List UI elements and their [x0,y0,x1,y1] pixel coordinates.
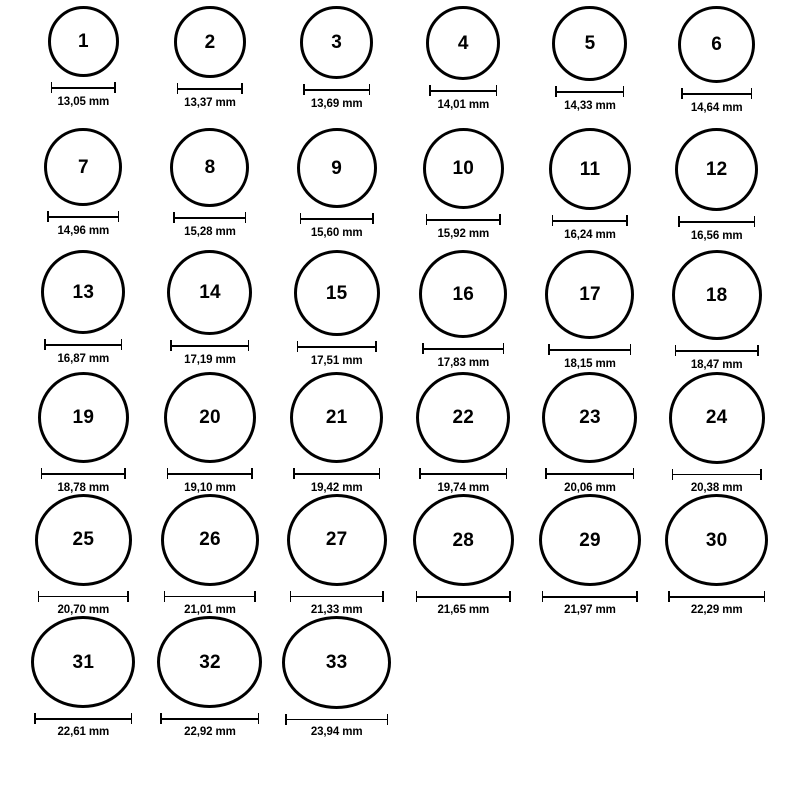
diameter-label: 22,61 mm [57,726,110,738]
ring-size-cell[interactable] [273,250,400,372]
diameter-label: 17,51 mm [310,355,363,367]
diameter-measure-bar [672,469,762,479]
diameter-label: 13,05 mm [57,96,110,108]
diameter-measure-bar [160,713,259,723]
measure-tick-left [293,468,295,479]
diameter-label: 22,92 mm [184,726,236,738]
ring-circle [294,250,380,336]
ring-circle [552,6,627,81]
ring-circle [290,372,383,463]
diameter-label: 20,38 mm [690,482,743,494]
ring-circle [297,128,377,208]
diameter-measure-bar [285,714,388,723]
measure-tick-left [167,468,169,479]
ring-circle [545,250,634,339]
measure-tick-right [258,713,260,724]
measure-line [47,216,119,218]
measure-tick-right [633,468,635,479]
measure-tick-right [760,469,762,480]
diameter-label: 18,15 mm [564,358,616,370]
measure-tick-right [751,88,753,99]
diameter-measure-bar [681,88,752,99]
diameter-label: 21,01 mm [184,604,236,616]
ring-size-number: 9 [331,157,343,179]
ring-size-cell[interactable] [527,6,654,128]
measure-line [285,719,388,721]
measure-tick-right [630,344,632,355]
measure-tick-left [173,212,175,223]
ring-circle [549,128,631,210]
measure-line [678,221,755,223]
ring-circle [416,372,510,463]
measure-tick-right [248,340,250,351]
measure-tick-right [496,85,498,96]
measure-line [164,596,256,598]
ring-size-cell[interactable] [20,250,147,372]
measure-line [293,473,380,475]
measure-tick-left [419,468,421,479]
ring-size-cell[interactable] [273,372,400,494]
measure-tick-left [542,591,544,602]
ring-size-cell[interactable] [147,494,274,616]
ring-size-number: 17 [579,284,601,305]
measure-tick-left [164,591,166,602]
measure-tick-left [678,216,680,227]
measure-line [668,596,765,598]
measure-tick-left [675,345,677,356]
measure-line [303,89,370,91]
measure-tick-left [422,343,424,354]
measure-line [545,473,634,475]
ring-circle [167,250,252,335]
measure-tick-left [51,82,53,93]
diameter-measure-bar [300,213,374,224]
measure-tick-right [754,216,756,227]
ring-size-cell[interactable] [273,6,400,128]
diameter-label: 15,60 mm [310,227,363,239]
ring-size-number: 19 [72,407,95,428]
ring-circle [161,494,259,586]
diameter-measure-bar [552,215,628,226]
ring-circle [287,494,387,586]
ring-size-number: 24 [705,407,728,429]
measure-tick-left [552,215,554,226]
diameter-measure-bar [51,82,116,93]
diameter-label: 21,65 mm [437,604,490,616]
diameter-label: 15,92 mm [437,228,490,240]
measure-line [44,344,122,346]
measure-tick-right [382,591,384,602]
ring-size-cell[interactable] [20,372,147,494]
ring-circle [282,616,391,709]
diameter-measure-bar [297,341,377,352]
measure-tick-left [34,713,36,724]
diameter-measure-bar [555,86,624,97]
ring-size-cell[interactable] [273,616,400,738]
measure-tick-left [545,468,547,479]
ring-size-cell[interactable] [147,6,274,128]
diameter-measure-bar [303,84,370,95]
diameter-label: 17,19 mm [184,354,236,366]
measure-line [422,348,504,350]
diameter-label: 22,29 mm [690,604,743,616]
ring-circle [164,372,256,463]
measure-tick-right [387,714,389,725]
ring-size-number: 26 [199,529,221,551]
ring-circle [426,6,500,80]
diameter-measure-bar [170,340,249,351]
measure-tick-right [127,591,129,602]
diameter-measure-bar [548,344,631,355]
diameter-label: 17,83 mm [437,357,490,369]
diameter-measure-bar [44,339,122,350]
ring-circle [157,616,262,708]
diameter-label: 14,64 mm [690,102,743,114]
ring-size-number: 28 [452,529,475,551]
ring-size-number: 7 [77,156,89,178]
measure-tick-left [555,86,557,97]
measure-tick-right [503,343,505,354]
ring-size-cell[interactable] [400,128,527,250]
ring-circle [542,372,637,463]
ring-size-cell[interactable] [400,6,527,128]
ring-size-cell[interactable] [400,494,527,616]
measure-tick-left [300,213,302,224]
ring-size-number: 4 [457,32,469,54]
measure-line [426,219,501,221]
ring-circle [38,372,129,463]
measure-tick-right [379,468,381,479]
measure-tick-left [44,339,46,350]
diameter-measure-bar [416,591,511,601]
diameter-label: 19,74 mm [437,482,490,494]
ring-circle [300,6,373,79]
ring-size-cell[interactable] [273,128,400,250]
diameter-measure-bar [675,345,759,356]
ring-size-cell[interactable] [653,494,780,616]
measure-tick-right [372,213,374,224]
measure-tick-right [757,345,759,356]
ring-circle [419,250,507,338]
measure-line [548,349,631,351]
measure-line [173,217,246,219]
ring-size-cell[interactable] [20,494,147,616]
measure-tick-left [177,83,179,94]
measure-line [170,345,249,347]
diameter-label: 16,87 mm [57,353,110,365]
diameter-measure-bar [34,713,132,723]
ring-size-number: 11 [579,158,601,180]
ring-size-cell[interactable] [20,128,147,250]
diameter-measure-bar [293,468,380,479]
diameter-label: 14,01 mm [437,99,490,111]
ring-size-cell[interactable] [147,372,274,494]
ring-size-cell[interactable] [147,128,274,250]
measure-line [41,473,126,475]
measure-line [542,596,638,598]
measure-line [38,596,129,598]
diameter-label: 18,47 mm [690,359,743,371]
ring-size-number: 21 [325,407,348,429]
diameter-measure-bar [542,591,638,601]
ring-size-cell[interactable] [273,494,400,616]
diameter-label: 20,70 mm [57,604,110,616]
ring-size-number: 8 [204,157,216,178]
ring-circle [31,616,135,708]
measure-line [552,220,628,222]
ring-size-number: 31 [72,651,95,673]
measure-tick-right [131,713,133,724]
ring-size-number: 16 [452,283,475,305]
diameter-measure-bar [47,211,119,222]
measure-line [416,596,511,598]
diameter-measure-bar [290,591,384,601]
diameter-measure-bar [164,591,256,601]
diameter-label: 16,56 mm [690,230,743,242]
ring-circle [41,250,125,334]
ring-size-number: 30 [705,529,728,551]
measure-tick-left [285,714,287,725]
diameter-label: 13,69 mm [310,98,363,110]
measure-tick-left [681,88,683,99]
ring-size-number: 25 [72,529,95,551]
diameter-label: 21,97 mm [564,604,616,616]
diameter-measure-bar [668,591,765,601]
measure-tick-right [636,591,638,602]
ring-size-cell[interactable] [20,616,147,738]
ring-circle [44,128,122,206]
diameter-label: 16,24 mm [564,229,616,241]
ring-size-number: 6 [711,34,723,55]
ring-size-cell[interactable] [653,128,780,250]
ring-size-cell[interactable] [653,6,780,128]
measure-line [681,93,752,95]
ring-circle [672,250,762,340]
measure-tick-left [426,214,428,225]
diameter-measure-bar [422,343,504,354]
ring-circle [35,494,132,586]
measure-line [419,473,507,475]
ring-circle [423,128,504,209]
measure-tick-right [251,468,253,479]
ring-size-cell[interactable] [527,372,654,494]
diameter-measure-bar [545,468,634,479]
ring-circle [678,6,755,83]
ring-circle [539,494,641,586]
ring-size-cell[interactable] [653,372,780,494]
ring-size-cell[interactable] [20,6,147,128]
measure-line [167,473,253,475]
ring-size-number: 18 [705,284,728,306]
measure-line [672,474,762,476]
ring-size-number: 23 [579,407,601,429]
ring-circle [665,494,768,586]
ring-size-cell[interactable] [400,250,527,372]
measure-tick-right [114,82,116,93]
measure-tick-left [290,591,292,602]
measure-tick-right [499,214,501,225]
measure-tick-left [47,211,49,222]
ring-size-cell[interactable] [400,372,527,494]
measure-tick-right [118,211,120,222]
measure-tick-left [41,468,43,479]
measure-tick-right [245,212,247,223]
measure-tick-left [160,713,162,724]
measure-tick-right [626,215,628,226]
diameter-label: 14,96 mm [57,225,110,237]
measure-tick-left [672,469,674,480]
measure-line [297,346,377,348]
diameter-measure-bar [173,212,246,223]
measure-line [429,90,497,92]
diameter-measure-bar [38,591,129,601]
measure-tick-right [369,84,371,95]
measure-line [177,88,243,90]
diameter-measure-bar [678,216,755,227]
ring-size-cell[interactable] [147,250,274,372]
ring-size-number: 12 [705,159,728,180]
ring-circle [669,372,765,464]
measure-line [555,91,624,93]
ring-size-cell[interactable] [653,250,780,372]
measure-line [290,596,384,598]
diameter-measure-bar [419,468,507,479]
measure-line [51,87,116,89]
measure-tick-right [623,86,625,97]
ring-size-number: 32 [199,651,221,673]
diameter-label: 14,33 mm [564,100,616,112]
measure-tick-left [297,341,299,352]
ring-size-number: 20 [199,407,221,429]
measure-line [300,218,374,220]
diameter-measure-bar [429,85,497,96]
measure-tick-left [668,591,670,602]
ring-size-number: 5 [584,33,596,54]
diameter-label: 21,33 mm [310,604,363,616]
diameter-label: 20,06 mm [564,482,616,494]
measure-tick-left [429,85,431,96]
measure-tick-right [121,339,123,350]
measure-tick-right [241,83,243,94]
measure-line [160,718,259,720]
ring-circle [48,6,119,77]
measure-tick-left [170,340,172,351]
ring-size-number: 3 [331,32,343,53]
measure-tick-left [416,591,418,602]
diameter-label: 19,10 mm [184,482,236,494]
diameter-label: 23,94 mm [310,726,363,738]
measure-tick-left [548,344,550,355]
diameter-measure-bar [426,214,501,225]
ring-size-number: 2 [204,31,216,53]
ring-size-cell[interactable] [147,616,274,738]
ring-size-number: 22 [452,407,475,429]
ring-size-number: 14 [199,282,221,303]
ring-size-number: 13 [72,281,95,303]
measure-tick-right [124,468,126,479]
ring-size-number: 33 [325,651,348,673]
measure-tick-right [506,468,508,479]
diameter-measure-bar [41,468,126,479]
ring-size-number: 15 [325,282,348,304]
ring-circle [170,128,249,207]
measure-tick-right [764,591,766,602]
diameter-label: 18,78 mm [57,482,110,494]
diameter-label: 19,42 mm [310,482,363,494]
measure-tick-right [509,591,511,602]
ring-size-cell[interactable] [527,494,654,616]
ring-size-cell[interactable] [527,250,654,372]
ring-size-number: 10 [452,158,475,179]
ring-size-number: 29 [579,529,601,551]
ring-size-grid [20,0,780,738]
diameter-label: 13,37 mm [184,97,236,109]
ring-circle [413,494,514,586]
measure-tick-right [254,591,256,602]
measure-line [34,718,132,720]
ring-size-cell[interactable] [527,128,654,250]
ring-size-number: 27 [325,529,348,551]
measure-tick-left [303,84,305,95]
ring-size-number: 1 [77,31,89,52]
ring-circle [675,128,758,211]
diameter-measure-bar [167,468,253,479]
measure-line [675,350,759,352]
diameter-label: 15,28 mm [184,226,236,238]
measure-tick-left [38,591,40,602]
measure-tick-right [375,341,377,352]
ring-circle [174,6,246,78]
diameter-measure-bar [177,83,243,94]
